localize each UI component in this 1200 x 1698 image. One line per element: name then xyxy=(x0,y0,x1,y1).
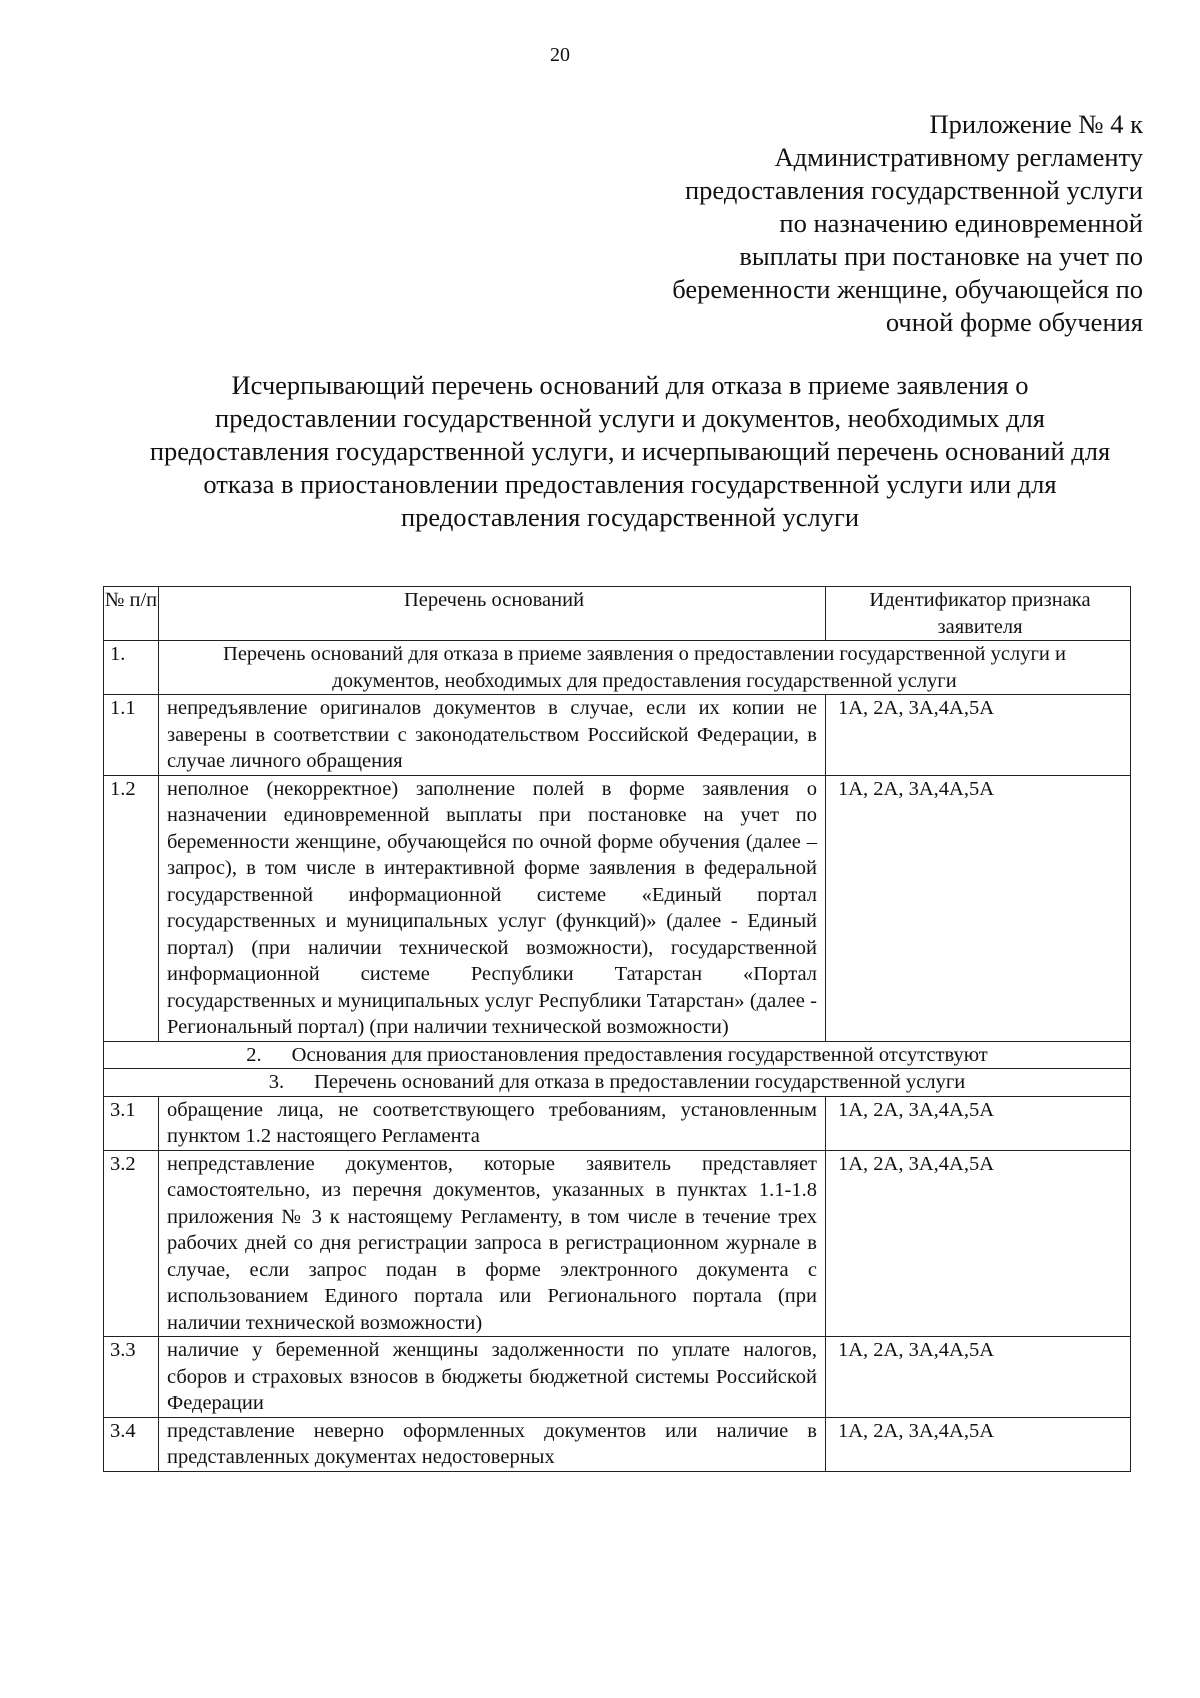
row-text: обращение лица, не соответствующего требованиям, установленным пунктом 1.2 настоящего Регламента xyxy=(159,1096,826,1150)
row-num: 3.1 xyxy=(104,1096,159,1150)
row-identifier: 1А, 2А, 3А,4А,5А xyxy=(826,775,1131,1041)
title-line: предоставлении государственной услуги и документов, необходимых для xyxy=(215,403,1045,433)
table-row xyxy=(104,1150,1131,1337)
appendix-line: Приложение № 4 к xyxy=(929,109,1143,139)
row-identifier: 1А, 2А, 3А,4А,5А xyxy=(826,1096,1131,1150)
appendix-line: очной форме обучения xyxy=(885,307,1143,337)
section-title: Перечень оснований для отказа в приеме заявления о предоставлении государственной услуги и документов, необходимых для предоставления государственной услуги xyxy=(159,641,1131,695)
appendix-line: предоставления государственной услуги xyxy=(684,175,1143,205)
document-title xyxy=(90,369,1170,534)
title-line: Исчерпывающий перечень оснований для отказа в приеме заявления о xyxy=(231,370,1029,400)
table-row xyxy=(104,1417,1131,1471)
row-text: непредставление документов, которые заявитель представляет самостоятельно, из перечня документов, указанных в пунктах 1.1-1.8 приложения № 3 к настоящему Регламенту, в том числе в течение трех рабочих дней со дня регистрации запроса в регистрационном журнале в случае, если запрос подан в форме электронного документа с использованием Единого портала или Регионального портала (при наличии технической возможности) xyxy=(159,1150,826,1337)
section-cell xyxy=(104,1041,1131,1069)
row-num: 1. xyxy=(104,641,159,695)
title-line: предоставления государственной услуги, и исчерпывающий перечень оснований для xyxy=(149,436,1111,466)
appendix-line: выплаты при постановке на учет по xyxy=(739,241,1143,271)
section-num: 2. xyxy=(246,1043,262,1066)
section-title: Перечень оснований для отказа в предоставлении государственной услуги xyxy=(314,1071,966,1093)
section-row xyxy=(104,641,1131,695)
appendix-heading xyxy=(583,108,1143,339)
header-identifier: Идентификатор признака заявителя xyxy=(826,587,1131,641)
row-text: непредъявление оригиналов документов в случае, если их копии не заверены в соответствии с законодательством Российской Федерации, в случае личного обращения xyxy=(159,695,826,776)
appendix-line: Административному регламенту xyxy=(774,142,1143,172)
row-num: 3.3 xyxy=(104,1337,159,1418)
page-number: 20 xyxy=(550,44,570,66)
title-line: отказа в приостановлении предоставления государственной услуги или для xyxy=(203,469,1057,499)
table-row xyxy=(104,1096,1131,1150)
section-title: Основания для приостановления предоставления государственной отсутствуют xyxy=(291,1043,988,1066)
row-identifier: 1А, 2А, 3А,4А,5А xyxy=(826,1150,1131,1337)
appendix-line: беременности женщине, обучающейся по xyxy=(672,274,1143,304)
table-row xyxy=(104,1337,1131,1418)
table-row xyxy=(104,775,1131,1041)
title-line: предоставления государственной услуги xyxy=(400,502,860,532)
section-num: 3. xyxy=(268,1071,285,1093)
header-grounds: Перечень оснований xyxy=(159,587,826,641)
table-row xyxy=(104,695,1131,776)
row-num: 1.1 xyxy=(104,695,159,776)
row-num: 3.2 xyxy=(104,1150,159,1337)
row-text: представление неверно оформленных документов или наличие в представленных документах недостоверных xyxy=(159,1417,826,1471)
grounds-table xyxy=(103,586,1131,1472)
row-text: неполное (некорректное) заполнение полей в форме заявления о назначении единовременной выплаты при постановке на учет по беременности женщине, обучающейся по очной форме обучения (далее – запрос), в том числе в интерактивной форме заявления в федеральной государственной информационной системе «Единый портал государственных и муниципальных услуг (функций)» (далее - Единый портал) (при наличии технической возможности), государственной информационной системе Республики Татарстан «Портал государственных и муниципальных услуг Республики Татарстан» (далее - Региональный портал) (при наличии технической возможности) xyxy=(159,775,826,1041)
header-num: № п/п xyxy=(104,587,159,641)
row-num: 1.2 xyxy=(104,775,159,1041)
row-num: 3.4 xyxy=(104,1417,159,1471)
section-cell xyxy=(104,1069,1131,1097)
table-header-row xyxy=(104,587,1131,641)
row-identifier: 1А, 2А, 3А,4А,5А xyxy=(826,1337,1131,1418)
section-row xyxy=(104,1041,1131,1069)
row-text: наличие у беременной женщины задолженности по уплате налогов, сборов и страховых взносов в бюджеты бюджетной системы Российской Федерации xyxy=(159,1337,826,1418)
section-row xyxy=(104,1069,1131,1097)
appendix-line: по назначению единовременной xyxy=(779,208,1143,238)
row-identifier: 1А, 2А, 3А,4А,5А xyxy=(826,1417,1131,1471)
row-identifier: 1А, 2А, 3А,4А,5А xyxy=(826,695,1131,776)
